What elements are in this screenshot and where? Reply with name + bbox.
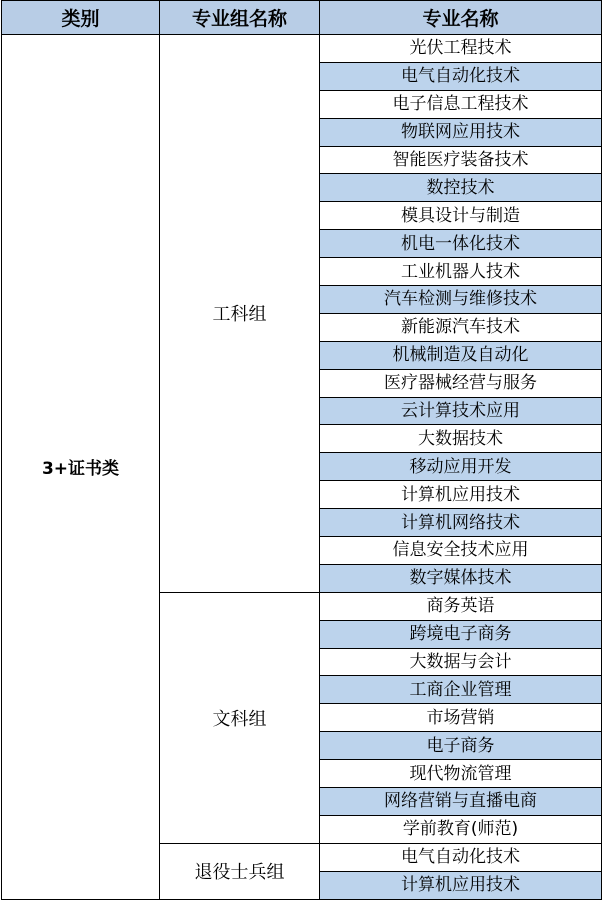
major-cell: 电气自动化技术 [320,62,602,90]
major-cell: 物联网应用技术 [320,118,602,146]
major-cell: 跨境电子商务 [320,620,602,648]
major-cell: 计算机应用技术 [320,871,602,899]
major-cell: 机电一体化技术 [320,230,602,258]
major-cell: 工业机器人技术 [320,258,602,286]
major-cell: 商务英语 [320,592,602,620]
major-cell: 医疗器械经营与服务 [320,369,602,397]
major-cell: 机械制造及自动化 [320,341,602,369]
table-body [2,35,602,900]
major-cell: 数控技术 [320,174,602,202]
header-major-name: 专业名称 [320,1,602,35]
major-cell: 工商企业管理 [320,676,602,704]
major-cell: 大数据技术 [320,425,602,453]
major-cell: 移动应用开发 [320,453,602,481]
major-cell: 云计算技术应用 [320,397,602,425]
major-cell: 现代物流管理 [320,760,602,788]
major-cell: 学前教育(师范) [320,815,602,843]
majors-table [1,0,602,900]
major-cell: 大数据与会计 [320,648,602,676]
table-row [2,35,602,63]
major-cell: 汽车检测与维修技术 [320,286,602,314]
header-group-name: 专业组名称 [160,1,320,35]
major-cell: 信息安全技术应用 [320,537,602,565]
major-cell: 市场营销 [320,704,602,732]
group-cell: 工科组 [160,35,320,593]
major-cell: 数字媒体技术 [320,564,602,592]
major-cell: 模具设计与制造 [320,202,602,230]
major-cell: 光伏工程技术 [320,35,602,63]
major-cell: 新能源汽车技术 [320,313,602,341]
major-cell: 电气自动化技术 [320,843,602,871]
major-cell: 网络营销与直播电商 [320,788,602,816]
group-cell: 文科组 [160,592,320,843]
major-cell: 电子商务 [320,732,602,760]
major-cell: 智能医疗装备技术 [320,146,602,174]
major-cell: 计算机网络技术 [320,509,602,537]
group-cell: 退役士兵组 [160,843,320,899]
major-cell: 电子信息工程技术 [320,90,602,118]
header-row [2,1,602,35]
header-category: 类别 [2,1,160,35]
major-cell: 计算机应用技术 [320,481,602,509]
category-cell: 3+证书类 [2,35,160,900]
